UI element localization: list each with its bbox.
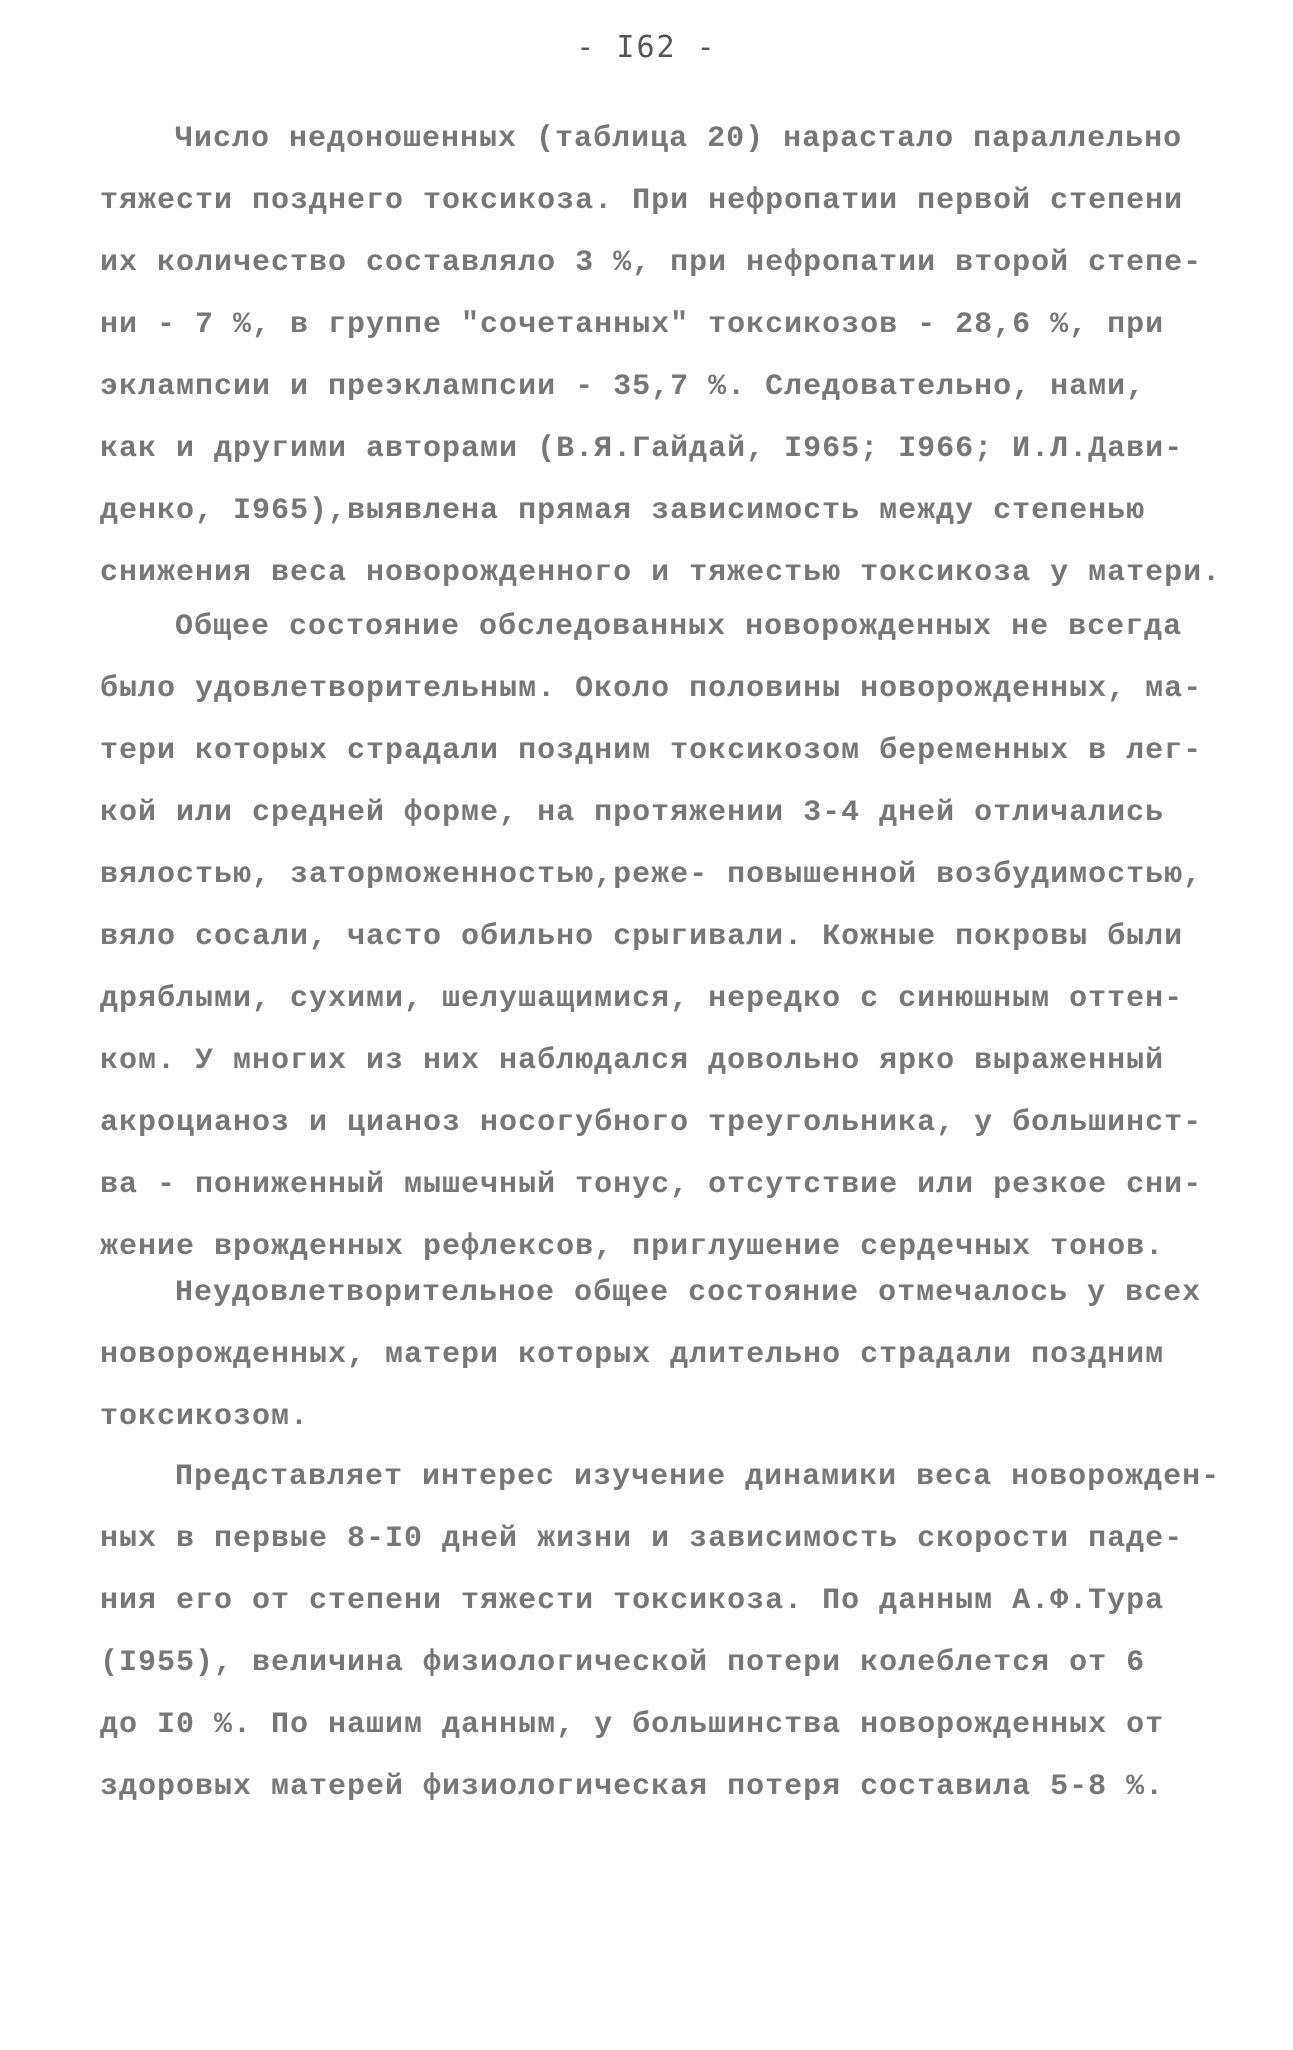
text-line: акроцианоз и цианоз носогубного треугольника, у большинст-	[100, 1106, 1203, 1140]
text-line: токсикозом.	[100, 1400, 310, 1434]
text-line: ком. У многих из них наблюдался довольно ярко выраженный	[100, 1044, 1165, 1078]
text-line: кой или средней форме, на протяжении 3-4 дней отличались	[100, 796, 1165, 830]
text-line: как и другими авторами (В.Я.Гайдай, I965; I966; И.Л.Дави-	[100, 432, 1184, 466]
paragraph-4	[100, 1446, 1221, 1818]
text-line: эклампсии и преэклампсии - 35,7 %. Следовательно, нами,	[100, 370, 1146, 404]
paragraph-2	[100, 596, 1203, 1278]
text-line: до I0 %. По нашим данным, у большинства новорожденных от	[100, 1708, 1165, 1742]
page-number: - I62 -	[576, 30, 717, 65]
text-line: вяло сосали, часто обильно срыгивали. Кожные покровы были	[100, 920, 1184, 954]
text-line: снижения веса новорожденного и тяжестью токсикоза у матери.	[100, 556, 1222, 590]
text-line: жение врожденных рефлексов, приглушение сердечных тонов.	[100, 1230, 1165, 1264]
text-line: ни - 7 %, в группе "сочетанных" токсикозов - 28,6 %, при	[100, 308, 1165, 342]
paragraph-3	[100, 1262, 1202, 1448]
text-line: вялостью, заторможенностью,реже- повышенной возбудимостью,	[100, 858, 1203, 892]
text-line: ва - пониженный мышечный тонус, отсутствие или резкое сни-	[100, 1168, 1203, 1202]
text-line: Неудовлетворительное общее состояние отмечалось у всех	[175, 1276, 1202, 1310]
text-line: дряблыми, сухими, шелушащимися, нередко с синюшным оттен-	[100, 982, 1184, 1016]
text-line: Число недоношенных (таблица 20) нарастало параллельно	[175, 122, 1183, 156]
text-line: было удовлетворительным. Около половины новорожденных, ма-	[100, 672, 1203, 706]
text-line: тяжести позднего токсикоза. При нефропатии первой степени	[100, 184, 1184, 218]
text-line: Общее состояние обследованных новорожденных не всегда	[175, 610, 1183, 644]
text-line: ния его от степени тяжести токсикоза. По данным А.Ф.Тура	[100, 1584, 1165, 1618]
text-line: ных в первые 8-I0 дней жизни и зависимость скорости паде-	[100, 1522, 1184, 1556]
text-line: новорожденных, матери которых длительно страдали поздним	[100, 1338, 1165, 1372]
text-line: их количество составляло 3 %, при нефропатии второй степе-	[100, 246, 1203, 280]
text-line: (I955), величина физиологической потери колеблется от 6	[100, 1646, 1146, 1680]
text-line: денко, I965),выявлена прямая зависимость между степенью	[100, 494, 1146, 528]
text-line: здоровых матерей физиологическая потеря составила 5-8 %.	[100, 1770, 1165, 1804]
text-line: Представляет интерес изучение динамики веса новорожден-	[175, 1460, 1221, 1494]
paragraph-1	[100, 108, 1222, 604]
text-line: тери которых страдали поздним токсикозом беременных в лег-	[100, 734, 1203, 768]
